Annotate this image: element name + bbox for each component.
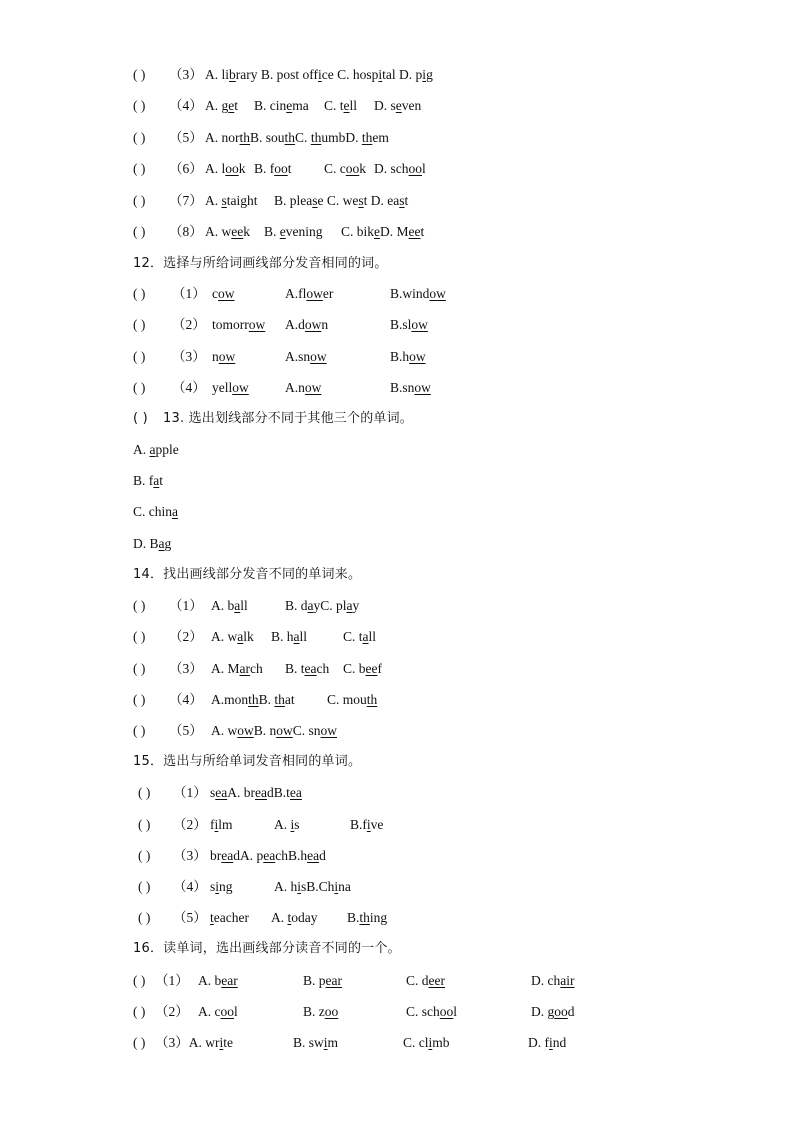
underlined-letters: a (158, 536, 165, 551)
underlined-letters: th (248, 692, 259, 707)
question-number: （3） (172, 349, 206, 364)
question-number: （3） (169, 661, 203, 676)
option-text: B.slow (390, 317, 428, 332)
underlined-letters: ow (411, 317, 428, 332)
underlined-letters: th (310, 130, 322, 145)
underlined-letters: th (361, 130, 373, 145)
underlined-letters: e (374, 224, 381, 239)
option-text: A. look (205, 161, 246, 176)
option-text: A. apple (133, 442, 179, 457)
underlined-letters: i (214, 817, 219, 832)
question-number: （6） (169, 161, 203, 176)
option-text: D. seven (374, 98, 422, 113)
answer-blank[interactable]: ( ) (133, 598, 146, 613)
underlined-letters: ow (248, 317, 266, 332)
underlined-letters: ee (231, 224, 244, 239)
answer-blank[interactable]: ( ) (133, 692, 146, 707)
underlined-letters: s (358, 193, 364, 208)
question-number: （5） (169, 130, 203, 145)
underlined-letters: a (362, 629, 369, 644)
underlined-letters: ow (218, 349, 236, 364)
underlined-letters: e (279, 224, 286, 239)
question-number: （2） (172, 317, 206, 332)
heading-text: 13. 选出划线部分不同于其他三个的单词。 (163, 411, 414, 426)
option-text: A. ball (211, 598, 248, 613)
underlined-letters: i (215, 879, 220, 894)
option-text: D. good (531, 1004, 575, 1019)
option-text: A. wowB. nowC. snow (211, 723, 338, 738)
question-number: （3） (169, 67, 203, 82)
underlined-letters: i (323, 1035, 328, 1050)
underlined-letters: oo (324, 1004, 339, 1019)
underlined-letters: ee (408, 224, 421, 239)
question-number: （1） (172, 286, 206, 301)
answer-blank[interactable]: ( ) (133, 723, 146, 738)
option-text: B.window (390, 286, 446, 301)
answer-blank[interactable]: ( ) (133, 130, 146, 145)
underlined-letters: oo (225, 161, 239, 176)
option-text: B. evening (264, 224, 323, 239)
answer-blank[interactable]: ( ) (133, 411, 148, 426)
underlined-letters: t (210, 910, 214, 925)
underlined-letters: ear (221, 973, 238, 988)
underlined-letters: ee (365, 661, 378, 676)
answer-blank[interactable]: ( ) (133, 629, 146, 644)
option-text: B. dayC. play (285, 598, 360, 613)
question-number: （5） (169, 723, 203, 738)
underlined-letters: i (366, 817, 371, 832)
underlined-letters: th (284, 130, 296, 145)
underlined-letters: i (290, 817, 295, 832)
option-text: B.thing (347, 910, 388, 925)
option-text: A. week (205, 224, 250, 239)
underlined-letters: a (149, 442, 156, 457)
answer-blank[interactable]: ( ) (138, 848, 151, 863)
underlined-letters: s (399, 193, 405, 208)
option-text: A. library B. post office C. hospital D. pig (205, 67, 433, 82)
option-text: B.snow (390, 380, 431, 395)
underlined-letters: e (395, 98, 402, 113)
option-text: yellow (212, 380, 249, 395)
option-text: breadA. peachB.head (210, 848, 326, 863)
question-number: （3） (173, 848, 207, 863)
option-text: A. walk (211, 629, 254, 644)
underlined-letters: ow (320, 723, 338, 738)
heading-text: 14．找出画线部分发音不同的单词来。 (133, 567, 362, 582)
underlined-letters: ow (414, 380, 431, 395)
answer-blank[interactable]: ( ) (133, 1004, 146, 1019)
option-text: A. staight (205, 193, 258, 208)
underlined-letters: a (346, 598, 353, 613)
answer-blank[interactable]: ( ) (133, 193, 146, 208)
question-number: （2） (155, 1004, 189, 1019)
underlined-letters: ow (429, 286, 446, 301)
underlined-letters: ea (255, 785, 267, 800)
underlined-letters: i (422, 67, 427, 82)
option-text: A.down (285, 317, 329, 332)
option-text: C. bikeD. Meet (341, 224, 425, 239)
underlined-letters: ow (218, 286, 235, 301)
option-text: now (212, 349, 236, 364)
underlined-letters: t (287, 910, 292, 925)
underlined-letters: a (153, 473, 160, 488)
option-text: B.how (390, 349, 426, 364)
underlined-letters: a (237, 629, 244, 644)
answer-blank[interactable]: ( ) (133, 317, 146, 332)
underlined-letters: ea (307, 848, 320, 863)
question-number: （4） (169, 692, 203, 707)
answer-blank[interactable]: ( ) (138, 879, 151, 894)
answer-blank[interactable]: ( ) (133, 1035, 146, 1050)
underlined-letters: s (221, 193, 227, 208)
option-text: A. bear (198, 973, 238, 988)
answer-blank[interactable]: ( ) (138, 817, 151, 832)
underlined-letters: oo (274, 161, 288, 176)
option-text: cow (212, 286, 235, 301)
underlined-letters: ea (289, 785, 302, 800)
option-text: B. pear (303, 973, 342, 988)
question-number: （5） (173, 910, 207, 925)
heading-text: 15．选出与所给单词发音相同的单词。 (133, 754, 362, 769)
underlined-letters: i (428, 1035, 433, 1050)
option-text: D. Bag (133, 536, 172, 551)
option-text: tomorrow (212, 317, 266, 332)
underlined-letters: i (334, 879, 339, 894)
option-text: A.snow (285, 349, 327, 364)
option-text: A. hisB.China (274, 879, 351, 894)
answer-blank[interactable]: ( ) (133, 973, 146, 988)
option-text: teacher (210, 910, 249, 925)
underlined-letters: th (359, 910, 370, 925)
underlined-letters: e (228, 98, 235, 113)
option-text: D. find (528, 1035, 567, 1050)
question-number: （7） (169, 193, 203, 208)
option-text: C. deer (406, 973, 445, 988)
underlined-letters: ear (325, 973, 342, 988)
answer-blank[interactable]: ( ) (133, 661, 146, 676)
underlined-letters: eer (428, 973, 445, 988)
underlined-letters: ea (304, 661, 317, 676)
heading-text: 12．选择与所给词画线部分发音相同的词。 (133, 256, 388, 271)
underlined-letters: b (229, 67, 236, 82)
option-text: D. chair (531, 973, 575, 988)
option-text: B. hall (271, 629, 308, 644)
option-text: C. cook (324, 161, 366, 176)
option-text: C. china (133, 504, 178, 519)
question-number: （8） (169, 224, 203, 239)
question-number: （1） (155, 973, 189, 988)
question-number: （1） (173, 785, 207, 800)
option-text: B. swim (293, 1035, 339, 1050)
underlined-letters: oo (345, 161, 360, 176)
option-text: B. cinema (254, 98, 309, 113)
question-number: （1） (169, 598, 203, 613)
underlined-letters: ea (215, 785, 228, 800)
answer-blank[interactable]: ( ) (133, 98, 146, 113)
answer-blank[interactable]: ( ) (138, 910, 151, 925)
answer-blank[interactable]: ( ) (133, 286, 146, 301)
underlined-letters: ow (310, 349, 327, 364)
underlined-letters: ow (276, 723, 293, 738)
underlined-letters: i (378, 67, 383, 82)
underlined-letters: ea (221, 848, 234, 863)
question-number: （4） (172, 380, 206, 395)
option-text: A. cool (198, 1004, 238, 1019)
option-text: sing (210, 879, 233, 894)
underlined-letters: th (239, 130, 251, 145)
question-number: （4） (173, 879, 207, 894)
underlined-letters: ea (263, 848, 276, 863)
question-number: （2） (173, 817, 207, 832)
underlined-letters: a (234, 598, 241, 613)
option-text: C. mouth (327, 692, 378, 707)
option-text: film (210, 817, 233, 832)
heading-text: 16．读单词，选出画线部分读音不同的一个。 (133, 941, 401, 956)
underlined-letters: ow (304, 317, 322, 332)
underlined-letters: oo (220, 1004, 234, 1019)
underlined-letters: i (219, 1035, 224, 1050)
option-text: B.five (350, 817, 384, 832)
underlined-letters: ow (237, 723, 254, 738)
question-number: （3）A. write (155, 1035, 234, 1050)
underlined-letters: th (366, 692, 378, 707)
answer-blank[interactable]: ( ) (138, 785, 151, 800)
option-text: B. please C. west D. east (274, 193, 409, 208)
underlined-letters: ow (232, 380, 249, 395)
option-text: C. tell (324, 98, 358, 113)
underlined-letters: th (274, 692, 285, 707)
underlined-letters: ow (409, 349, 426, 364)
option-text: C. tall (343, 629, 377, 644)
underlined-letters: a (307, 598, 314, 613)
underlined-letters: a (172, 504, 178, 519)
underlined-letters: a (293, 629, 300, 644)
underlined-letters: air (560, 973, 575, 988)
option-text: A. northB. southC. thumbD. them (205, 130, 389, 145)
underlined-letters: s (312, 193, 318, 208)
underlined-letters: e (343, 98, 350, 113)
underlined-letters: e (286, 98, 293, 113)
underlined-letters: oo (554, 1004, 568, 1019)
underlined-letters: i (318, 67, 322, 82)
option-text: B. teach (285, 661, 330, 676)
option-text: A. today (271, 910, 318, 925)
option-text: A. is (274, 817, 300, 832)
option-text: B. fat (133, 473, 164, 488)
answer-blank[interactable]: ( ) (133, 161, 146, 176)
underlined-letters: oo (408, 161, 422, 176)
option-text: B. foot (254, 161, 292, 176)
option-text: A.flower (285, 286, 334, 301)
option-text: A. get (205, 98, 239, 113)
option-text: D. school (374, 161, 426, 176)
question-number: （2） (169, 629, 203, 644)
option-text: A. March (211, 661, 263, 676)
underlined-letters: ow (304, 380, 322, 395)
answer-blank[interactable]: ( ) (133, 349, 146, 364)
underlined-letters: i (549, 1035, 553, 1050)
underlined-letters: ow (306, 286, 323, 301)
underlined-letters: ar (239, 661, 251, 676)
option-text: seaA. breadB.tea (210, 785, 302, 800)
underlined-letters: i (297, 879, 302, 894)
answer-blank[interactable]: ( ) (133, 224, 146, 239)
option-text: C. school (406, 1004, 458, 1019)
answer-blank[interactable]: ( ) (133, 380, 146, 395)
option-text: A.monthB. that (211, 692, 295, 707)
answer-blank[interactable]: ( ) (133, 67, 146, 82)
underlined-letters: oo (439, 1004, 454, 1019)
option-text: C. beef (343, 661, 382, 676)
question-number: （4） (169, 98, 203, 113)
option-text: B. zoo (303, 1004, 339, 1019)
option-text: C. climb (403, 1035, 450, 1050)
option-text: A.now (285, 380, 322, 395)
